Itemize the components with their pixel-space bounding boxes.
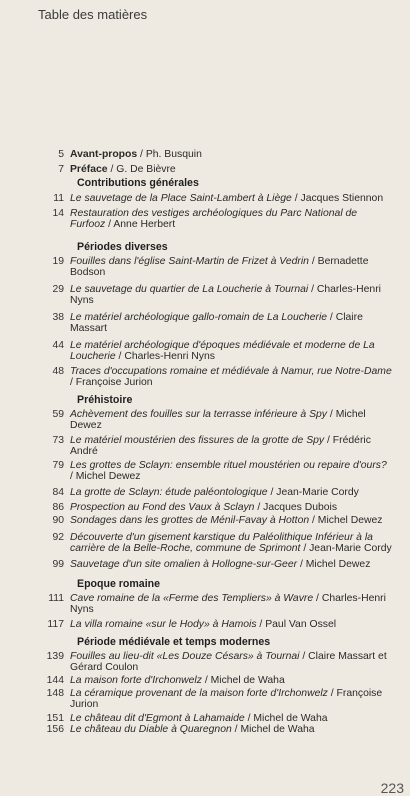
toc-entry-title: Restauration des vestiges archéologiques du Parc National de Furfooz [70, 208, 358, 230]
toc-entry[interactable] [0, 340, 410, 362]
toc-entry-title: La grotte de Sclayn: étude paléontologique [70, 487, 268, 498]
toc-entry-title: Sauvetage d'un site omalien à Hollogne-sur-Geer [70, 559, 298, 570]
toc-separator: / [327, 409, 336, 420]
toc-entry-title: Le matériel moustérien des fissures de la grotte de Spy [70, 435, 325, 446]
toc-page-number: 14 [52, 208, 64, 219]
toc-entry[interactable] [0, 366, 410, 388]
toc-section-heading: Contributions générales [77, 177, 199, 189]
toc-separator: / [324, 435, 333, 446]
toc-entry-title: La villa romaine «sur le Hody» à Hamois [70, 619, 257, 630]
toc-entry-title: La maison forte d'Irchonwelz [70, 675, 202, 686]
toc-separator: / [105, 219, 114, 230]
toc-separator: / [231, 724, 241, 735]
toc-entry-text [70, 593, 410, 615]
toc-entry-author: Michel Dewez [70, 409, 366, 431]
toc-entry[interactable] [0, 149, 410, 160]
toc-page-number: 44 [52, 340, 64, 351]
toc-entry[interactable] [0, 164, 410, 175]
toc-section-heading: Périodes diverses [77, 241, 168, 253]
toc-entry-title: Préface [70, 164, 108, 175]
toc-entry[interactable] [0, 256, 410, 278]
toc-separator: / [107, 164, 117, 175]
toc-entry[interactable] [0, 208, 410, 230]
toc-entry-author: Charles-Henri Nyns [70, 284, 381, 306]
toc-separator: / [299, 651, 309, 662]
toc-separator: / [308, 284, 317, 295]
toc-entry-text [70, 502, 410, 513]
toc-entry-text [70, 713, 410, 724]
toc-entry[interactable] [0, 651, 410, 673]
toc-entry-author: Charles-Henri Nyns [124, 351, 215, 362]
toc-entry-title: Le matériel archéologique d'époques médiévale et moderne de La Loucherie [70, 340, 375, 362]
toc-page-number: 90 [52, 515, 64, 526]
toc-entry-author: Michel de Waha [210, 675, 285, 686]
toc-entry-author: Claire Massart et Gérard Coulon [70, 651, 387, 673]
toc-entry-title: La céramique provenant de la maison forte d'Irchonwelz [70, 688, 328, 699]
toc-entry-author: Michel de Waha [240, 724, 315, 735]
toc-entry-text [70, 532, 410, 554]
toc-entry-title: Le sauvetage de la Place Saint-Lambert à Liège [70, 193, 292, 204]
toc-section-heading: Préhistoire [77, 394, 133, 406]
toc-page-number: 48 [52, 366, 64, 377]
toc-entry-text [70, 487, 410, 498]
toc-entry[interactable] [0, 502, 410, 513]
toc-entry-text [70, 688, 410, 710]
toc-entry-author: Jacques Stiennon [300, 193, 384, 204]
toc-section-heading: Epoque romaine [77, 578, 160, 590]
toc-entry[interactable] [0, 435, 410, 457]
toc-entry-title: Prospection au Fond des Vaux à Sclayn [70, 502, 255, 513]
toc-entry[interactable] [0, 675, 410, 686]
toc-entry-text [70, 435, 410, 457]
toc-entry-author: Françoise Jurion [70, 688, 383, 710]
toc-separator: / [327, 312, 336, 323]
toc-entry[interactable] [0, 688, 410, 710]
page-number: 223 [380, 780, 404, 796]
toc-entry-author: Françoise Jurion [75, 377, 153, 388]
toc-page-number: 29 [52, 284, 64, 295]
toc-entry-title: Le château dit d'Egmont à Lahamaide [70, 713, 245, 724]
toc-page-number: 19 [52, 256, 64, 267]
toc-page-number: 148 [46, 688, 64, 699]
toc-entry-author: Michel Dewez [75, 471, 141, 482]
toc-entry-author: Jacques Dubois [263, 502, 338, 513]
toc-entry[interactable] [0, 515, 410, 526]
toc-separator: / [70, 471, 76, 482]
toc-entry-title: Les grottes de Sclayn: ensemble rituel moustérien ou repaire d'ours? [70, 460, 387, 471]
toc-entry-author: Jean-Marie Cordy [276, 487, 359, 498]
toc-section-heading: Période médiévale et temps modernes [77, 636, 271, 648]
toc-entry-title: Le matériel archéologique gallo-romain de La Loucherie [70, 312, 328, 323]
toc-entry-title: Découverte d'un gisement karstique du Paléolithique Inférieur à la carrière de la Belle-Roche, commune de Sprimont [70, 532, 373, 554]
toc-separator: / [115, 351, 125, 362]
toc-separator: / [308, 256, 318, 267]
toc-entry-text [70, 164, 410, 175]
toc-entry-text [70, 366, 410, 388]
toc-entry-text [70, 460, 410, 482]
toc-page-number: 79 [52, 460, 64, 471]
toc-page-number: 111 [48, 593, 64, 604]
toc-entry-author: Bernadette Bodson [70, 256, 369, 278]
toc-page-number: 59 [52, 409, 64, 420]
toc-entry-author: Paul Van Ossel [265, 619, 337, 630]
toc-separator: / [244, 713, 254, 724]
toc-entry-text [70, 340, 410, 362]
toc-entry-title: Sondages dans les grottes de Ménil-Favay à Hotton [70, 515, 310, 526]
toc-entry[interactable] [0, 487, 410, 498]
toc-separator: / [137, 149, 146, 160]
toc-page-number: 11 [53, 193, 64, 204]
toc-entry[interactable] [0, 532, 410, 554]
toc-page-number: 86 [52, 502, 64, 513]
toc-page-number: 73 [52, 435, 64, 446]
toc-separator: / [291, 193, 301, 204]
toc-separator: / [297, 559, 306, 570]
toc-entry-text [70, 515, 410, 526]
toc-separator: / [327, 688, 337, 699]
toc-page-number: 139 [46, 651, 64, 662]
toc-entry-author: Ph. Busquin [145, 149, 202, 160]
toc-entry-text [70, 284, 410, 306]
toc-entry-text [70, 559, 410, 570]
toc-page-number: 5 [58, 149, 64, 160]
toc-entry-author: Frédéric André [70, 435, 371, 457]
toc-page-number: 38 [52, 312, 64, 323]
toc-entry-title: Le château du Diable à Quaregnon [70, 724, 232, 735]
toc-entry-text [70, 651, 410, 673]
toc-entry[interactable] [0, 713, 410, 724]
toc-page-number: 156 [46, 724, 64, 735]
toc-entry-author: Michel de Waha [253, 713, 328, 724]
toc-entry-author: Charles-Henri Nyns [70, 593, 386, 615]
toc-separator: / [300, 543, 310, 554]
toc-separator: / [201, 675, 211, 686]
toc-page-number: 151 [46, 713, 64, 724]
toc-page-number: 99 [52, 559, 64, 570]
toc-entry[interactable] [0, 593, 410, 615]
page-header: Table des matières [38, 7, 148, 22]
toc-entry-text [70, 619, 410, 630]
toc-separator: / [267, 487, 277, 498]
toc-entry-text [70, 312, 410, 334]
toc-entry-text [70, 256, 410, 278]
toc-page-number: 117 [47, 619, 64, 630]
toc-entry-text [70, 675, 410, 686]
toc-entry-title: Le sauvetage du quartier de La Loucherie à Tournai [70, 284, 309, 295]
toc-separator: / [70, 377, 76, 388]
toc-separator: / [309, 515, 318, 526]
toc-entry-text [70, 724, 410, 735]
toc-page-number: 92 [52, 532, 64, 543]
toc-entry-title: Fouilles au lieu-dit «Les Douze Césars» à Tournai [70, 651, 300, 662]
toc-entry-title: Fouilles dans l'église Saint-Martin de Frizet à Vedrin [70, 256, 309, 267]
toc-entry-title: Traces d'occupations romaine et médiévale à Namur, rue Notre-Dame [70, 366, 392, 377]
toc-entry[interactable] [0, 724, 410, 735]
toc-entry[interactable] [0, 312, 410, 334]
toc-entry-author: G. De Bièvre [116, 164, 176, 175]
toc-entry[interactable] [0, 619, 410, 630]
toc-entry-author: Michel Dewez [317, 515, 383, 526]
toc-entry-author: Michel Dewez [305, 559, 371, 570]
toc-entry[interactable] [0, 409, 410, 431]
toc-entry-text [70, 208, 410, 230]
toc-separator: / [313, 593, 322, 604]
toc-entry-text [70, 193, 410, 204]
toc-page-number: 84 [52, 487, 64, 498]
toc-entry[interactable] [0, 559, 410, 570]
toc-entry-author: Jean-Marie Cordy [309, 543, 392, 554]
toc-entry-text [70, 149, 410, 160]
toc-separator: / [254, 502, 264, 513]
toc-entry-title: Avant-propos [70, 149, 138, 160]
toc-separator: / [256, 619, 266, 630]
toc-entry-text [70, 409, 410, 431]
table-of-contents [0, 149, 410, 735]
toc-entry-title: Cave romaine de la «Ferme des Templiers» à Wavre [70, 593, 314, 604]
toc-entry-author: Claire Massart [70, 312, 363, 334]
toc-entry-title: Achèvement des fouilles sur la terrasse inférieure à Spy [70, 409, 328, 420]
toc-entry-author: Anne Herbert [113, 219, 176, 230]
toc-entry[interactable] [0, 460, 410, 482]
toc-page-number: 7 [58, 164, 64, 175]
toc-entry[interactable] [0, 284, 410, 306]
toc-entry[interactable] [0, 193, 410, 204]
toc-page-number: 144 [46, 675, 64, 686]
